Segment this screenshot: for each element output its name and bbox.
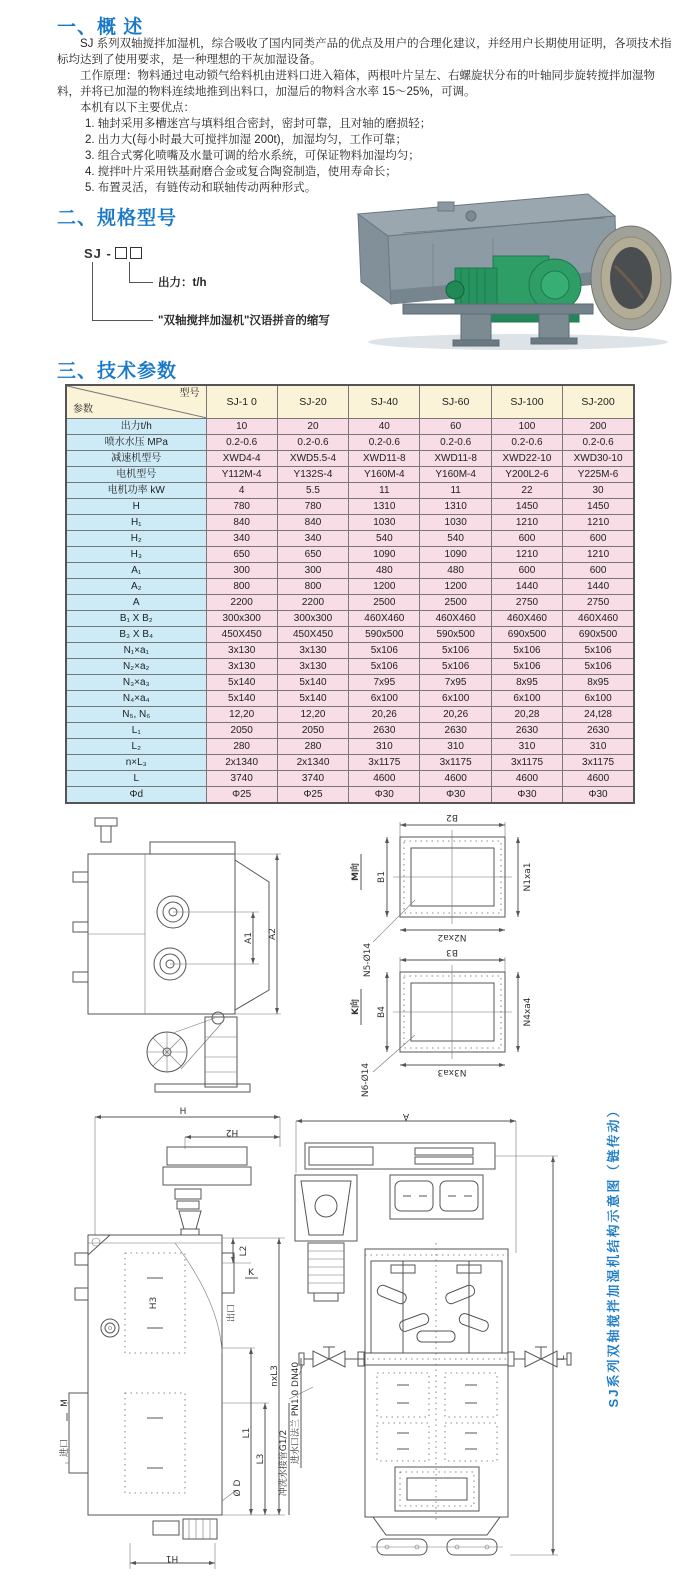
row-value: 5x106 — [491, 643, 562, 659]
row-value: 1090 — [349, 547, 420, 563]
row-value: 5x106 — [563, 643, 634, 659]
row-value: 0.2-0.6 — [420, 435, 491, 451]
row-value: 3x130 — [206, 659, 277, 675]
row-value: 650 — [206, 547, 277, 563]
row-label: L₂ — [66, 739, 206, 755]
row-value: 4600 — [349, 771, 420, 787]
table-row — [66, 419, 634, 435]
row-value: 2750 — [563, 595, 634, 611]
plan-view — [277, 1111, 571, 1555]
row-value: 1030 — [349, 515, 420, 531]
corner-label-model: 型号 — [179, 388, 200, 399]
row-value: 6x100 — [491, 691, 562, 707]
side-view — [58, 1107, 285, 1569]
table-row — [66, 515, 634, 531]
row-value: 3x130 — [206, 643, 277, 659]
row-value: Y112M-4 — [206, 467, 277, 483]
row-value: 5x106 — [491, 659, 562, 675]
row-value: 3x130 — [277, 659, 348, 675]
row-value: 650 — [277, 547, 348, 563]
table-row — [66, 707, 634, 723]
row-label: n×L₃ — [66, 755, 206, 771]
row-value: 8x95 — [491, 675, 562, 691]
label-m-direction: M — [60, 1399, 70, 1407]
row-value: 5x106 — [420, 659, 491, 675]
row-value: 3x130 — [277, 643, 348, 659]
dim-l3: L3 — [256, 1453, 266, 1465]
table-row — [66, 483, 634, 499]
drawing-structure — [55, 1103, 615, 1575]
row-value: XWD30-10 — [563, 451, 634, 467]
row-value: 7x95 — [420, 675, 491, 691]
row-value: 2630 — [349, 723, 420, 739]
row-value: 5x140 — [206, 675, 277, 691]
dim-b4: B4 — [377, 1006, 387, 1018]
row-value: 780 — [277, 499, 348, 515]
row-value: 480 — [349, 563, 420, 579]
model-code — [84, 246, 142, 261]
row-value: 20,26 — [420, 707, 491, 723]
label-outlet: 出口 — [227, 1303, 237, 1323]
view-label-k: K向 — [351, 999, 361, 1015]
row-label: 出力t/h — [66, 419, 206, 435]
overview-text — [57, 36, 675, 196]
row-label: N₁×a₁ — [66, 643, 206, 659]
row-value: 0.2-0.6 — [349, 435, 420, 451]
row-value: 24,t28 — [563, 707, 634, 723]
row-value: 800 — [206, 579, 277, 595]
row-value: 600 — [563, 531, 634, 547]
column-header: SJ-40 — [349, 385, 420, 419]
model-digit-box-1 — [115, 247, 127, 259]
outlet-opening — [591, 226, 671, 330]
row-value: XWD11-8 — [349, 451, 420, 467]
corner-cell — [66, 385, 206, 419]
row-value: 2200 — [277, 595, 348, 611]
row-label: N₅, N₆ — [66, 707, 206, 723]
row-value: 4600 — [563, 771, 634, 787]
row-label: N₄×a₄ — [66, 691, 206, 707]
column-header: SJ-200 — [563, 385, 634, 419]
advantage-item: 5. 布置灵活，有链传动和联轴传动两种形式。 — [85, 182, 317, 194]
row-value: 300 — [277, 563, 348, 579]
row-value: 460X460 — [349, 611, 420, 627]
dim-nxl3: nxL3 — [270, 1365, 280, 1387]
advantage-item: 4. 搅拌叶片采用铁基耐磨合金或复合陶瓷制造，使用寿命长； — [85, 166, 397, 178]
column-header: SJ-1 0 — [206, 385, 277, 419]
row-value: 8x95 — [563, 675, 634, 691]
row-value: 310 — [420, 739, 491, 755]
row-value: 1440 — [563, 579, 634, 595]
row-value: Φ30 — [563, 787, 634, 804]
row-value: 600 — [491, 563, 562, 579]
row-label: H₂ — [66, 531, 206, 547]
row-label: N₂×a₂ — [66, 659, 206, 675]
model-callout-line-output — [129, 262, 153, 283]
row-value: 600 — [491, 531, 562, 547]
product-photo — [343, 186, 680, 352]
row-value: 5.5 — [277, 483, 348, 499]
table-row — [66, 643, 634, 659]
row-label: A₁ — [66, 563, 206, 579]
photo-shadow — [368, 334, 668, 350]
row-label: N₃×a₃ — [66, 675, 206, 691]
row-value: 2630 — [420, 723, 491, 739]
dim-a1: A1 — [244, 932, 254, 944]
flange-detail-k — [349, 947, 533, 1097]
row-label: H₃ — [66, 547, 206, 563]
view-label-m: M向 — [351, 863, 361, 881]
dim-n3xa3: N3xa3 — [437, 1067, 467, 1077]
row-value: 2050 — [206, 723, 277, 739]
row-label: A₂ — [66, 579, 206, 595]
column-header: SJ-20 — [277, 385, 348, 419]
row-value: 2500 — [349, 595, 420, 611]
table-row — [66, 739, 634, 755]
row-value: 2200 — [206, 595, 277, 611]
model-callout-output: 出力：t/h — [158, 277, 207, 289]
table-row — [66, 787, 634, 804]
label-water-flange: 进水口法兰 PN1.0 DN40 — [291, 1361, 301, 1465]
overview-paragraph-2: 工作原理：物料通过电动锁气给料机由进料口进入箱体，两根叶片呈左、右螺旋状分布的叶轴同步旋转搅拌加湿物料，并将已加湿的物料连续地推到出料口，加湿后的物料含水率 15～25%，可调。 — [57, 70, 655, 98]
label-inlet: 进口 — [60, 1438, 70, 1458]
table-row — [66, 467, 634, 483]
dim-h: H — [179, 1107, 187, 1117]
row-value: 300x300 — [277, 611, 348, 627]
dim-b2: B2 — [446, 812, 458, 822]
table-row — [66, 691, 634, 707]
row-value: 460X460 — [563, 611, 634, 627]
dim-a: A — [402, 1111, 410, 1121]
row-value: 6x100 — [420, 691, 491, 707]
row-value: 1090 — [420, 547, 491, 563]
row-value: 1210 — [491, 547, 562, 563]
table-row — [66, 579, 634, 595]
table-row — [66, 595, 634, 611]
row-value: 280 — [206, 739, 277, 755]
structure-diagram-caption: SJ系列双轴搅拌加湿机结构示意图（链传动） — [606, 1102, 621, 1408]
row-value: 310 — [349, 739, 420, 755]
table-row — [66, 723, 634, 739]
row-value: 6x100 — [563, 691, 634, 707]
row-value: 600 — [563, 563, 634, 579]
table-row — [66, 547, 634, 563]
row-value: Y160M-4 — [349, 467, 420, 483]
row-value: 5x106 — [563, 659, 634, 675]
label-k-direction: K — [248, 1268, 254, 1278]
row-value: 0.2-0.6 — [563, 435, 634, 451]
table-row — [66, 531, 634, 547]
row-value: 6x100 — [349, 691, 420, 707]
advantage-item: 3. 组合式雾化喷嘴及水量可调的给水系统，可保证物料加湿均匀； — [85, 150, 420, 162]
left-valve — [299, 1347, 365, 1367]
section3-title: 三、技术参数 — [57, 361, 178, 382]
row-label: B₁ X B₂ — [66, 611, 206, 627]
table-row — [66, 627, 634, 643]
row-value: 1210 — [563, 547, 634, 563]
column-header: SJ-100 — [491, 385, 562, 419]
row-value: 300x300 — [206, 611, 277, 627]
row-value: 780 — [206, 499, 277, 515]
table-row — [66, 451, 634, 467]
row-value: XWD11-8 — [420, 451, 491, 467]
row-value: 30 — [563, 483, 634, 499]
dim-h2: H2 — [225, 1127, 239, 1137]
row-value: XWD4-4 — [206, 451, 277, 467]
row-value: 10 — [206, 419, 277, 435]
row-value: 5x140 — [277, 691, 348, 707]
dim-b1: B1 — [377, 871, 387, 883]
row-value: 2050 — [277, 723, 348, 739]
row-value: XWD5.5-4 — [277, 451, 348, 467]
table-row — [66, 659, 634, 675]
row-value: 2750 — [491, 595, 562, 611]
row-value: 3x1175 — [491, 755, 562, 771]
row-label: 喷水水压 MPa — [66, 435, 206, 451]
row-value: 20,28 — [491, 707, 562, 723]
table-row — [66, 675, 634, 691]
row-value: Φ30 — [491, 787, 562, 804]
row-value: 2500 — [420, 595, 491, 611]
row-value: 4 — [206, 483, 277, 499]
row-value: 5x140 — [206, 691, 277, 707]
row-value: 1030 — [420, 515, 491, 531]
table-row — [66, 499, 634, 515]
row-value: 11 — [349, 483, 420, 499]
dim-l2: L2 — [239, 1245, 249, 1257]
row-value: 2x1340 — [206, 755, 277, 771]
row-value: 200 — [563, 419, 634, 435]
row-value: 1450 — [491, 499, 562, 515]
label-h3: H3 — [149, 1296, 159, 1310]
row-value: 310 — [563, 739, 634, 755]
row-value: 12,20 — [277, 707, 348, 723]
end-view-dimensions — [170, 854, 281, 1014]
overview-paragraph-1: SJ 系列双轴搅拌加湿机，综合吸收了国内同类产品的优点及用户的合理化建议，并经用户长期使用证明，各项技术指标均达到了使用要求，是一种理想的干灰加湿设备。 — [57, 38, 672, 66]
row-value: 1310 — [420, 499, 491, 515]
row-value: 460X460 — [491, 611, 562, 627]
row-value: 7x95 — [349, 675, 420, 691]
row-value: 590x500 — [349, 627, 420, 643]
model-prefix: SJ - — [84, 246, 112, 261]
row-value: 3x1175 — [420, 755, 491, 771]
dim-n6: N6-Ø14 — [361, 1062, 371, 1098]
row-value: 1450 — [563, 499, 634, 515]
table-row — [66, 755, 634, 771]
row-value: 480 — [420, 563, 491, 579]
row-value: 1200 — [420, 579, 491, 595]
dim-n4xa4: N4xa4 — [523, 997, 533, 1027]
flange-detail-m — [349, 812, 533, 977]
row-value: Y225M-6 — [563, 467, 634, 483]
row-label: Φd — [66, 787, 206, 804]
row-value: 690x500 — [491, 627, 562, 643]
table-row — [66, 435, 634, 451]
row-value: 800 — [277, 579, 348, 595]
row-value: Φ25 — [206, 787, 277, 804]
model-digit-box-2 — [130, 247, 142, 259]
dim-n5: N5-Ø14 — [363, 942, 373, 978]
row-value: Φ25 — [277, 787, 348, 804]
row-value: 100 — [491, 419, 562, 435]
advantage-item: 2. 出力大(每小时最大可搅拌加湿 200t)，加湿均匀，工作可靠； — [85, 134, 408, 146]
row-value: 340 — [277, 531, 348, 547]
row-value: 280 — [277, 739, 348, 755]
row-value: 4600 — [491, 771, 562, 787]
row-value: 450X450 — [206, 627, 277, 643]
row-label: 电机型号 — [66, 467, 206, 483]
row-value: 3740 — [206, 771, 277, 787]
drawing-end-view — [55, 812, 615, 1100]
dim-h1: H1 — [165, 1553, 179, 1563]
row-label: H₁ — [66, 515, 206, 531]
row-value: 60 — [420, 419, 491, 435]
row-value: 690x500 — [563, 627, 634, 643]
row-value: 1310 — [349, 499, 420, 515]
advantage-list — [57, 116, 675, 196]
row-label: A — [66, 595, 206, 611]
row-value: 40 — [349, 419, 420, 435]
row-value: 2x1340 — [277, 755, 348, 771]
row-value: 1440 — [491, 579, 562, 595]
row-value: Y200L2-6 — [491, 467, 562, 483]
row-value: 540 — [349, 531, 420, 547]
row-value: 5x106 — [349, 659, 420, 675]
model-callout-abbr: "双轴搅拌加湿机"汉语拼音的缩写 — [158, 315, 330, 327]
row-value: Φ30 — [349, 787, 420, 804]
row-value: Y132S-4 — [277, 467, 348, 483]
row-value: 460X460 — [420, 611, 491, 627]
row-value: 540 — [420, 531, 491, 547]
row-value: 0.2-0.6 — [277, 435, 348, 451]
column-header: SJ-60 — [420, 385, 491, 419]
section2-title: 二、规格型号 — [57, 208, 178, 229]
label-flush-pipe: 冲洗水接管G1/2 — [279, 1429, 289, 1497]
table-row — [66, 611, 634, 627]
dim-n2xa2: N2xa2 — [437, 932, 467, 942]
row-value: 300 — [206, 563, 277, 579]
row-value: 840 — [277, 515, 348, 531]
row-label: L — [66, 771, 206, 787]
row-value: 310 — [491, 739, 562, 755]
row-value: 5x140 — [277, 675, 348, 691]
table-row — [66, 563, 634, 579]
section1-title: 一、概 述 — [57, 17, 144, 38]
row-value: Φ30 — [420, 787, 491, 804]
row-label: L₁ — [66, 723, 206, 739]
row-value: 0.2-0.6 — [491, 435, 562, 451]
spec-table — [65, 384, 635, 804]
row-value: 3x1175 — [349, 755, 420, 771]
row-value: XWD22-10 — [491, 451, 562, 467]
row-label: 电机功率 kW — [66, 483, 206, 499]
table-header-row — [66, 385, 634, 419]
row-value: 20 — [277, 419, 348, 435]
row-value: 5x106 — [420, 643, 491, 659]
row-value: 2630 — [491, 723, 562, 739]
row-value: Y160M-4 — [420, 467, 491, 483]
dim-l: L — [557, 1355, 567, 1361]
row-value: 2630 — [563, 723, 634, 739]
row-value: 1200 — [349, 579, 420, 595]
row-value: 12,20 — [206, 707, 277, 723]
dim-l1: L1 — [242, 1427, 252, 1439]
row-value: 20,26 — [349, 707, 420, 723]
dim-od: Ø D — [233, 1479, 243, 1497]
row-label: B₃ X B₄ — [66, 627, 206, 643]
row-label: 减速机型号 — [66, 451, 206, 467]
row-value: 4600 — [420, 771, 491, 787]
row-value: 5x106 — [349, 643, 420, 659]
corner-label-param: 参数 — [73, 404, 93, 415]
row-value: 340 — [206, 531, 277, 547]
row-value: 450X450 — [277, 627, 348, 643]
dim-n1xa1: N1xa1 — [523, 862, 533, 892]
row-value: 3740 — [277, 771, 348, 787]
row-value: 11 — [420, 483, 491, 499]
row-value: 1210 — [563, 515, 634, 531]
row-value: 22 — [491, 483, 562, 499]
row-value: 0.2-0.6 — [206, 435, 277, 451]
row-value: 3x1175 — [563, 755, 634, 771]
dim-b3: B3 — [446, 947, 458, 957]
overview-paragraph-3: 本机有以下主要优点： — [80, 102, 195, 114]
table-row — [66, 771, 634, 787]
row-value: 1210 — [491, 515, 562, 531]
row-value: 590x500 — [420, 627, 491, 643]
row-label: H — [66, 499, 206, 515]
dim-a2: A2 — [268, 928, 278, 940]
end-view-body — [73, 818, 269, 1092]
row-value: 840 — [206, 515, 277, 531]
advantage-item: 1. 轴封采用多槽迷宫与填料组合密封，密封可靠，且对轴的磨损轻； — [85, 118, 432, 130]
